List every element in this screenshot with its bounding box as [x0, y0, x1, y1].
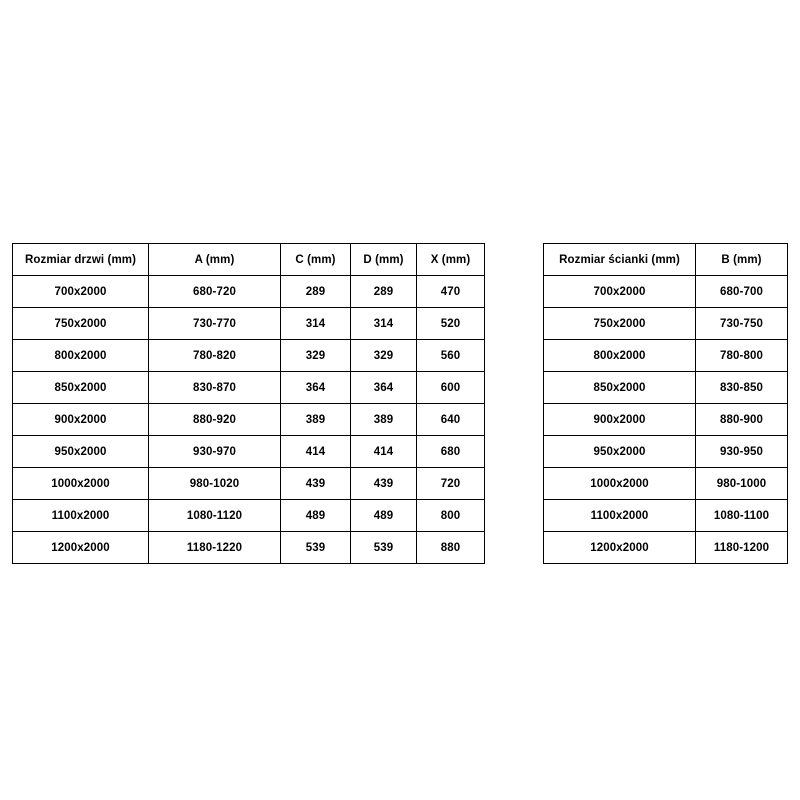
- tables-container: [12, 243, 788, 564]
- cell-door-size: 850x2000: [13, 372, 149, 404]
- table-row: [544, 340, 788, 372]
- cell-door-size: 1200x2000: [13, 532, 149, 564]
- table-header-row: [544, 244, 788, 276]
- cell-c: 489: [281, 500, 351, 532]
- cell-a: 1180-1220: [149, 532, 281, 564]
- cell-x: 680: [417, 436, 485, 468]
- table-row: [544, 308, 788, 340]
- wall-sizes-table: [543, 243, 788, 564]
- cell-d: 539: [351, 532, 417, 564]
- cell-b: 830-850: [696, 372, 788, 404]
- cell-d: 489: [351, 500, 417, 532]
- table-row: [13, 436, 485, 468]
- cell-b: 880-900: [696, 404, 788, 436]
- table-row: [13, 500, 485, 532]
- column-header-d: D (mm): [351, 244, 417, 276]
- cell-a: 1080-1120: [149, 500, 281, 532]
- cell-x: 470: [417, 276, 485, 308]
- column-header-x: X (mm): [417, 244, 485, 276]
- cell-wall-size: 750x2000: [544, 308, 696, 340]
- table-row: [13, 404, 485, 436]
- cell-a: 880-920: [149, 404, 281, 436]
- cell-door-size: 800x2000: [13, 340, 149, 372]
- cell-d: 439: [351, 468, 417, 500]
- cell-c: 539: [281, 532, 351, 564]
- cell-wall-size: 900x2000: [544, 404, 696, 436]
- cell-c: 439: [281, 468, 351, 500]
- table-header-row: [13, 244, 485, 276]
- cell-d: 389: [351, 404, 417, 436]
- cell-d: 289: [351, 276, 417, 308]
- table-row: [544, 372, 788, 404]
- cell-d: 364: [351, 372, 417, 404]
- cell-x: 720: [417, 468, 485, 500]
- cell-a: 780-820: [149, 340, 281, 372]
- cell-c: 329: [281, 340, 351, 372]
- column-header-door-size: Rozmiar drzwi (mm): [13, 244, 149, 276]
- cell-c: 389: [281, 404, 351, 436]
- cell-x: 880: [417, 532, 485, 564]
- table-row: [544, 276, 788, 308]
- cell-x: 520: [417, 308, 485, 340]
- cell-wall-size: 850x2000: [544, 372, 696, 404]
- cell-a: 980-1020: [149, 468, 281, 500]
- cell-c: 414: [281, 436, 351, 468]
- cell-c: 289: [281, 276, 351, 308]
- cell-d: 414: [351, 436, 417, 468]
- cell-door-size: 1100x2000: [13, 500, 149, 532]
- cell-c: 364: [281, 372, 351, 404]
- cell-wall-size: 800x2000: [544, 340, 696, 372]
- table-row: [13, 340, 485, 372]
- cell-b: 980-1000: [696, 468, 788, 500]
- column-header-wall-size: Rozmiar ścianki (mm): [544, 244, 696, 276]
- table-row: [13, 372, 485, 404]
- table-row: [544, 468, 788, 500]
- cell-b: 680-700: [696, 276, 788, 308]
- door-sizes-table: [12, 243, 485, 564]
- table-row: [13, 468, 485, 500]
- column-header-b: B (mm): [696, 244, 788, 276]
- cell-wall-size: 700x2000: [544, 276, 696, 308]
- table-row: [13, 276, 485, 308]
- cell-a: 730-770: [149, 308, 281, 340]
- cell-b: 930-950: [696, 436, 788, 468]
- cell-a: 930-970: [149, 436, 281, 468]
- cell-x: 800: [417, 500, 485, 532]
- table-row: [544, 500, 788, 532]
- cell-x: 560: [417, 340, 485, 372]
- table-row: [544, 404, 788, 436]
- cell-door-size: 900x2000: [13, 404, 149, 436]
- cell-door-size: 700x2000: [13, 276, 149, 308]
- cell-wall-size: 1200x2000: [544, 532, 696, 564]
- cell-wall-size: 1100x2000: [544, 500, 696, 532]
- cell-x: 600: [417, 372, 485, 404]
- table-row: [544, 436, 788, 468]
- cell-wall-size: 950x2000: [544, 436, 696, 468]
- cell-door-size: 750x2000: [13, 308, 149, 340]
- cell-d: 329: [351, 340, 417, 372]
- cell-wall-size: 1000x2000: [544, 468, 696, 500]
- cell-b: 1180-1200: [696, 532, 788, 564]
- table-row: [13, 308, 485, 340]
- table-row: [13, 532, 485, 564]
- cell-c: 314: [281, 308, 351, 340]
- column-header-a: A (mm): [149, 244, 281, 276]
- cell-door-size: 950x2000: [13, 436, 149, 468]
- cell-d: 314: [351, 308, 417, 340]
- cell-b: 780-800: [696, 340, 788, 372]
- table-row: [544, 532, 788, 564]
- cell-a: 680-720: [149, 276, 281, 308]
- cell-b: 730-750: [696, 308, 788, 340]
- cell-door-size: 1000x2000: [13, 468, 149, 500]
- column-header-c: C (mm): [281, 244, 351, 276]
- cell-a: 830-870: [149, 372, 281, 404]
- cell-b: 1080-1100: [696, 500, 788, 532]
- cell-x: 640: [417, 404, 485, 436]
